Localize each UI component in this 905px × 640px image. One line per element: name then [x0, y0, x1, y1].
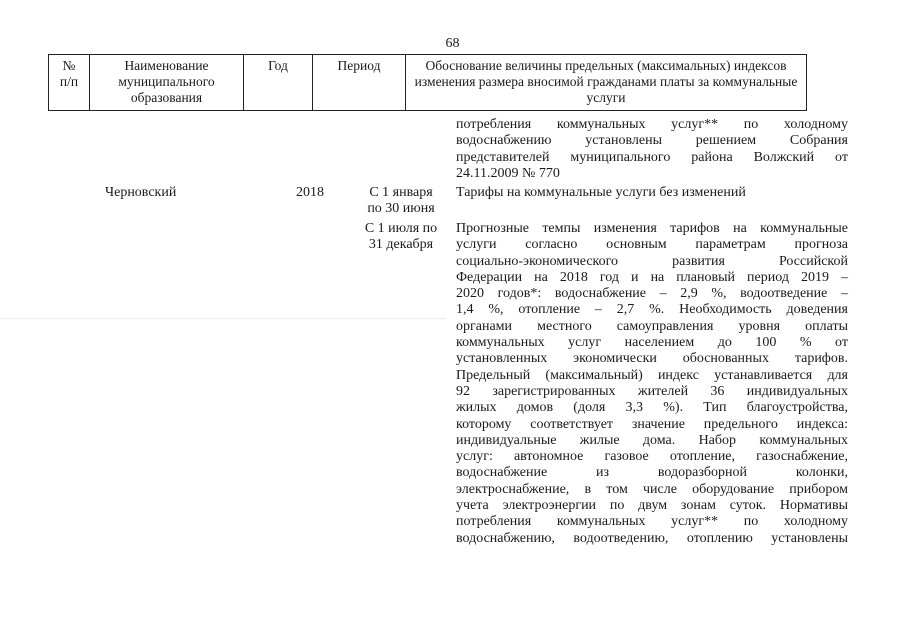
- header-col-basis: Обоснование величины предельных (максимальных) индексов изменения размера вносимой гражданами платы за коммунальные услуги: [406, 55, 807, 111]
- text-line: жилых домов (доля 3,3 %). Тип благоустройства,: [456, 400, 848, 416]
- row-year: 2018: [296, 185, 324, 200]
- basis-first-half: Тарифы на коммунальные услуги без изменений: [456, 185, 746, 200]
- text-line: которому соответствует значение предельного индекса:: [456, 416, 848, 432]
- text-line: 92 зарегистрированных жителей 36 индивидуальных: [456, 383, 848, 399]
- page-number: 68: [445, 36, 460, 51]
- text-line: социально-экономического развития Российской: [456, 253, 848, 269]
- text-line: учета электроэнергии по двум зонам суток. Нормативы: [456, 498, 848, 514]
- text-line: органами местного самоуправления уровня оплаты: [456, 318, 848, 334]
- text-line: Предельный (максимальный) индекс устанавливается для: [456, 367, 848, 383]
- municipality-name: Черновский: [105, 185, 177, 200]
- period-first-half: [360, 185, 442, 218]
- text-line: Прогнозные темпы изменения тарифов на коммунальные: [456, 221, 848, 236]
- text-line: Федерации на 2018 год и на плановый период 2019 –: [456, 269, 848, 285]
- text-line: водоснабжению установлены решением Собрания: [456, 133, 848, 149]
- text-line: водоснабжение из водоразборной колонки,: [456, 465, 848, 481]
- text-line: потребления коммунальных услуг** по холодному: [456, 514, 848, 530]
- table-header: [48, 54, 807, 111]
- text-line: электроснабжение, в том числе оборудование прибором: [456, 481, 848, 497]
- header-col-period: Период: [313, 55, 406, 111]
- scan-artifact-dots: [0, 318, 445, 321]
- text-line: потребления коммунальных услуг** по холодному: [456, 117, 848, 132]
- table-header-row: [49, 55, 807, 111]
- text-line: коммунальных услуг населением до 100 % от: [456, 335, 848, 351]
- continued-basis-text: [456, 117, 848, 182]
- period-line: 31 декабря: [368, 237, 434, 253]
- period-line: С 1 января: [369, 185, 433, 200]
- text-line: 1,4 %, отопление – 2,7 %. Необходимость доведения: [456, 302, 848, 318]
- period-second-half: [360, 221, 442, 254]
- text-line: индивидуальные жилые дома. Набор коммунальных: [456, 432, 848, 448]
- header-col-year: Год: [244, 55, 313, 111]
- text-line: представителей муниципального района Волжский от: [456, 149, 848, 165]
- text-line: услуги согласно основным параметрам прогноза: [456, 237, 848, 253]
- text-line: 2020 годов*: водоснабжение – 2,9 %, водоотведение –: [456, 286, 848, 302]
- text-line: водоснабжению, водоотведению, отоплению установлены: [456, 530, 848, 546]
- text-line: услуг: автономное газовое отопление, газоснабжение,: [456, 449, 848, 465]
- period-line: по 30 июня: [367, 201, 435, 217]
- header-col-number: № п/п: [49, 55, 90, 111]
- header-col-name: Наименование муниципального образования: [90, 55, 244, 111]
- basis-second-half: [456, 221, 848, 547]
- text-line: установленных экономически обоснованных тарифов.: [456, 351, 848, 367]
- period-line: С 1 июля по: [364, 221, 438, 236]
- text-line: 24.11.2009 № 770: [456, 165, 560, 181]
